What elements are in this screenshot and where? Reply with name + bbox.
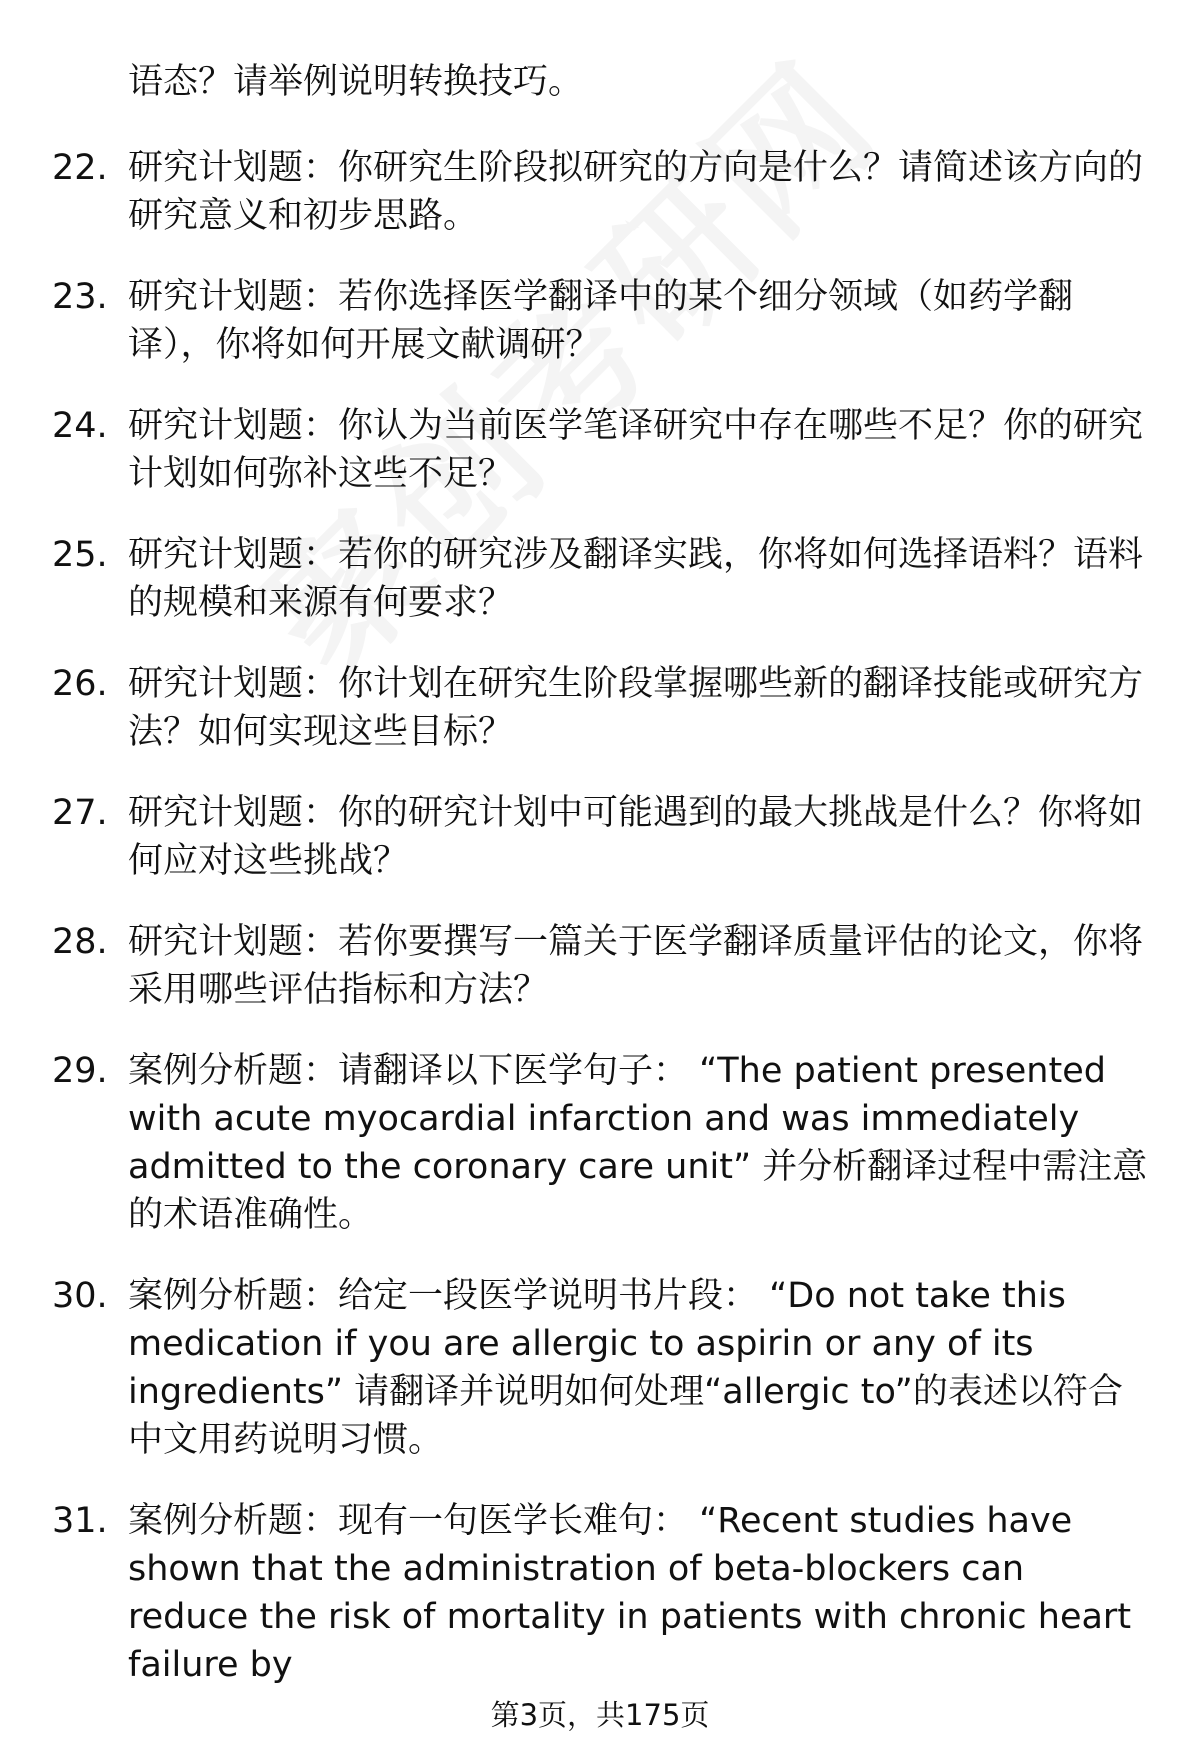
question-item: [0, 531, 1200, 627]
question-text: 案例分析题：给定一段医学说明书片段： “Do not take this medication if you are allergic to aspirin or any of its ingredients” 请翻译并说明如何处理“allergic to”的表述以符合中文用药说明习惯。: [128, 1276, 1123, 1460]
question-item: [0, 660, 1200, 756]
question-item: [0, 918, 1200, 1014]
page-content: [0, 58, 1200, 1722]
question-item: [0, 1047, 1200, 1239]
question-item: [0, 144, 1200, 240]
question-number: 30.: [52, 1276, 108, 1316]
question-number: 25.: [52, 535, 108, 575]
question-text: 研究计划题：若你要撰写一篇关于医学翻译质量评估的论文，你将采用哪些评估指标和方法？: [128, 922, 1144, 1010]
lead-text: 语态？请举例说明转换技巧。: [128, 62, 584, 102]
question-text: 研究计划题：你计划在研究生阶段掌握哪些新的翻译技能或研究方法？如何实现这些目标？: [128, 664, 1144, 752]
question-number: 22.: [52, 148, 108, 188]
question-text: 研究计划题：你的研究计划中可能遇到的最大挑战是什么？你将如何应对这些挑战？: [128, 793, 1144, 881]
question-text: 研究计划题：若你的研究涉及翻译实践，你将如何选择语料？语料的规模和来源有何要求？: [128, 535, 1144, 623]
question-item: [0, 1272, 1200, 1464]
question-item: [0, 1497, 1200, 1689]
page-footer: 第3页，共175页: [490, 1698, 710, 1732]
question-number: 29.: [52, 1051, 108, 1091]
question-item: [0, 402, 1200, 498]
question-text: 案例分析题：现有一句医学长难句： “Recent studies have shown that the administration of beta-blockers can reduce the risk of mortality in patients with chronic heart failure by: [128, 1501, 1132, 1685]
question-item: [0, 789, 1200, 885]
question-text: 研究计划题：若你选择医学翻译中的某个细分领域（如药学翻译），你将如何开展文献调研？: [128, 277, 1074, 365]
question-number: 31.: [52, 1501, 108, 1541]
question-text: 研究计划题：你认为当前医学笔译研究中存在哪些不足？你的研究计划如何弥补这些不足？: [128, 406, 1144, 494]
question-number: 28.: [52, 922, 108, 962]
question-text: 案例分析题：请翻译以下医学句子： “The patient presented with acute myocardial infarction and was immediately admitted to the coronary care unit” 并分析翻译过程中需注意的术语准确性。: [128, 1051, 1148, 1235]
question-number: 26.: [52, 664, 108, 704]
question-text: 研究计划题：你研究生阶段拟研究的方向是什么？请简述该方向的研究意义和初步思路。: [128, 148, 1144, 236]
question-item: [0, 273, 1200, 369]
question-number: 27.: [52, 793, 108, 833]
question-number: 23.: [52, 277, 108, 317]
question-number: 24.: [52, 406, 108, 446]
